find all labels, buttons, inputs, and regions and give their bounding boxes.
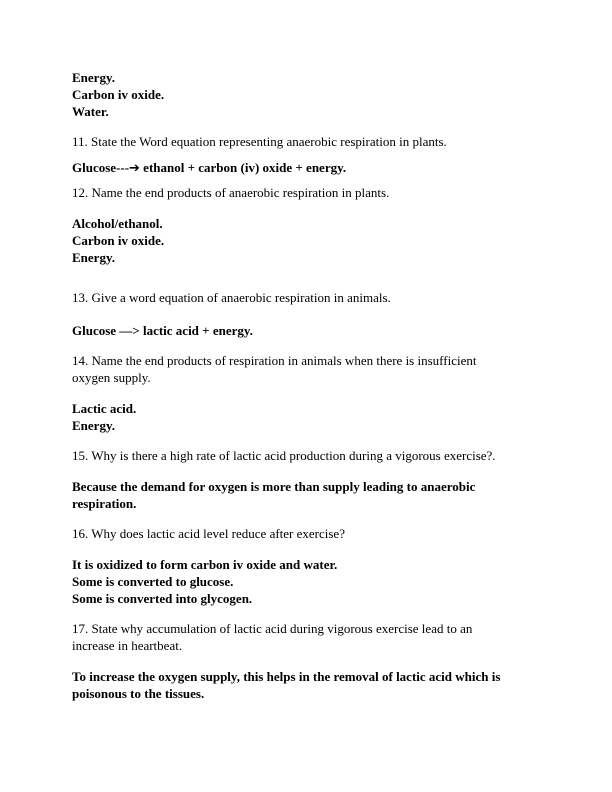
text-line: Carbon iv oxide. (72, 233, 165, 248)
answer-paragraph (72, 215, 540, 266)
answer-paragraph (72, 400, 540, 434)
text-line: 17. State why accumulation of lactic acid during vigorous exercise lead to an (72, 621, 473, 636)
text-line: respiration. (72, 496, 137, 511)
question-paragraph (72, 525, 540, 542)
text-line: Some is converted into glycogen. (72, 591, 253, 606)
question-paragraph (72, 289, 540, 306)
answer-paragraph (72, 322, 540, 339)
text-line: 12. Name the end products of anaerobic respiration in plants. (72, 185, 390, 200)
text-line: Lactic acid. (72, 401, 137, 416)
text-line: To increase the oxygen supply, this helps in the removal of lactic acid which is (72, 669, 501, 684)
text-line: Some is converted to glucose. (72, 574, 234, 589)
text-line: Energy. (72, 70, 115, 85)
text-line: Carbon iv oxide. (72, 87, 165, 102)
text-line: 14. Name the end products of respiration in animals when there is insufficient (72, 353, 477, 368)
answer-paragraph (72, 478, 540, 512)
text-line: 11. State the Word equation representing anaerobic respiration in plants. (72, 134, 447, 149)
text-line: 13. Give a word equation of anaerobic respiration in animals. (72, 290, 391, 305)
text-line: Alcohol/ethanol. (72, 216, 163, 231)
text-line: Glucose —> lactic acid + energy. (72, 323, 253, 338)
text-line: Glucose---➔ ethanol + carbon (iv) oxide + energy. (72, 160, 347, 175)
text-line: increase in heartbeat. (72, 638, 183, 653)
answer-paragraph (72, 556, 540, 607)
document-body (72, 69, 540, 702)
answer-paragraph (72, 668, 540, 702)
text-line: poisonous to the tissues. (72, 686, 205, 701)
text-line: Because the demand for oxygen is more than supply leading to anaerobic (72, 479, 476, 494)
text-line: It is oxidized to form carbon iv oxide and water. (72, 557, 338, 572)
question-paragraph (72, 447, 540, 464)
answer-paragraph (72, 159, 540, 176)
question-paragraph (72, 184, 540, 201)
text-line: oxygen supply. (72, 370, 151, 385)
text-line: Energy. (72, 418, 115, 433)
question-paragraph (72, 620, 540, 654)
text-line: Energy. (72, 250, 115, 265)
question-paragraph (72, 352, 540, 386)
text-line: 16. Why does lactic acid level reduce after exercise? (72, 526, 345, 541)
answer-paragraph (72, 69, 540, 120)
text-line: Water. (72, 104, 109, 119)
question-paragraph (72, 133, 540, 150)
text-line: 15. Why is there a high rate of lactic acid production during a vigorous exercise?. (72, 448, 496, 463)
